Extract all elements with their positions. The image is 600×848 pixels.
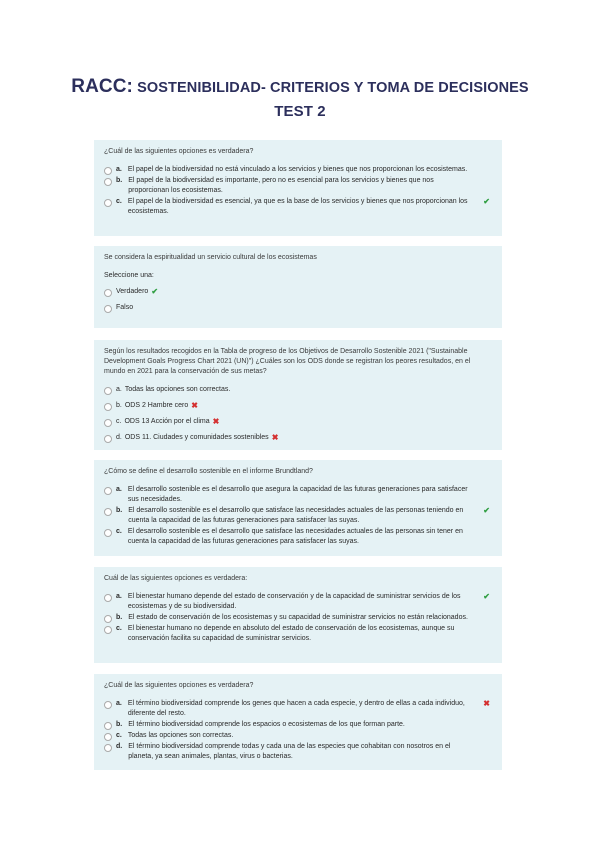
radio-button[interactable]: [104, 744, 112, 752]
option-text: El papel de la biodiversidad es importante, pero no es esencial para los servicios y bienes que nos proporcionan los ecosistemas.: [128, 177, 434, 194]
option-text: Todas las opciones son correctas.: [124, 386, 231, 393]
option-letter: b.: [116, 402, 122, 409]
radio-button[interactable]: [104, 289, 112, 297]
check-icon: ✔: [483, 592, 490, 601]
question-card-1: [94, 140, 502, 236]
option-text: El término biodiversidad comprende los genes que hacen a cada especie, y dentro de ellas a cada individuo, diferente del resto.: [127, 700, 465, 717]
title-line2: TEST 2: [274, 103, 326, 120]
option-a[interactable]: [104, 165, 492, 175]
radio-button[interactable]: [104, 167, 112, 175]
option-text: ODS 2 Hambre cero: [124, 402, 189, 409]
cross-icon: ✖: [483, 699, 490, 708]
cross-icon: ✖: [212, 417, 220, 426]
option-b[interactable]: [104, 176, 492, 196]
option-a[interactable]: [104, 485, 492, 505]
question-text: Según los resultados recogidos en la Tabla de progreso de los Objetivos de Desarrollo Sostenible 2021 ("Sustainable Development Goals Progress Chart 2021 (UN)") ¿Cuáles son los ODS donde se registran los peores resultados, en el mundo en 2021 para la conservación de sus metas?: [104, 348, 471, 375]
option-b[interactable]: [104, 720, 492, 730]
page-title: [0, 76, 600, 123]
option-b[interactable]: [104, 506, 492, 526]
option-letter: b.: [116, 507, 123, 514]
radio-button[interactable]: [104, 387, 112, 395]
option-letter: a.: [116, 593, 122, 600]
option-text: El desarrollo sostenible es el desarrollo que asegura la capacidad de las futuras generaciones para satisfacer sus necesidades.: [127, 486, 468, 503]
option-c[interactable]: [104, 527, 492, 547]
option-c[interactable]: [104, 731, 492, 741]
title-text: SOSTENIBILIDAD- CRITERIOS Y TOMA DE DECISIONES: [137, 80, 529, 96]
option-text: El papel de la biodiversidad es esencial, ya que es la base de los servicios y bienes que nos proporcionan los ecosistemas.: [127, 198, 468, 215]
option-text: El término biodiversidad comprende los espacios o ecosistemas de los que forman parte.: [128, 721, 405, 728]
brand-label: RACC:: [71, 76, 133, 97]
option-a[interactable]: [104, 385, 492, 395]
radio-button[interactable]: [104, 435, 112, 443]
select-prompt: Seleccione una:: [104, 272, 154, 279]
option-text: El estado de conservación de los ecosistemas y su capacidad de suministrar servicios no están relacionados.: [128, 614, 468, 621]
radio-button[interactable]: [104, 722, 112, 730]
radio-button[interactable]: [104, 178, 112, 186]
option-d[interactable]: [104, 433, 492, 443]
option-text: El desarrollo sostenible es el desarrollo que satisface las necesidades actuales de las personas teniendo en cuenta la capacidad de las futuras generaciones para satisfacer las suyas.: [128, 507, 464, 524]
option-letter: b.: [116, 614, 123, 621]
option-text: El bienestar humano no depende en absoluto del estado de conservación de los ecosistemas, aunque su conservación facilita su capacidad de suministrar servicios.: [127, 625, 455, 642]
question-card-2: [94, 246, 502, 328]
option-text: ODS 11. Ciudades y comunidades sostenibles: [124, 434, 269, 441]
radio-button[interactable]: [104, 508, 112, 516]
radio-button[interactable]: [104, 615, 112, 623]
option-letter: d.: [116, 743, 123, 750]
radio-button[interactable]: [104, 199, 112, 207]
option-text: El desarrollo sostenible es el desarrollo que satisface las necesidades actuales de las personas sin tener en cuenta la capacidad de las futuras generaciones para satisfacer las suyas.: [127, 528, 463, 545]
question-text: Se considera la espiritualidad un servicio cultural de los ecosistemas: [104, 254, 317, 261]
option-letter: a.: [116, 700, 122, 707]
option-text: El bienestar humano depende del estado de conservación y de la capacidad de suministrar servicios de los ecosistemas y de su biodiversidad.: [127, 593, 461, 610]
check-icon: ✔: [483, 197, 490, 206]
option-letter: c.: [116, 198, 122, 205]
option-letter: c.: [116, 625, 122, 632]
option-letter: d.: [116, 434, 122, 441]
radio-button[interactable]: [104, 419, 112, 427]
option-letter: c.: [116, 528, 122, 535]
option-letter: a.: [116, 386, 122, 393]
radio-button[interactable]: [104, 626, 112, 634]
question-text: ¿Cuál de las siguientes opciones es verdadera?: [104, 148, 254, 155]
option-d[interactable]: [104, 742, 492, 762]
cross-icon: ✖: [191, 401, 198, 410]
option-text: Todas las opciones son correctas.: [127, 732, 234, 739]
option-true[interactable]: [104, 287, 492, 297]
question-card-5: [94, 567, 502, 663]
option-c[interactable]: [104, 197, 492, 217]
cross-icon: ✖: [271, 433, 279, 442]
option-text: El papel de la biodiversidad no está vinculado a los servicios y bienes que nos proporcionan los ecosistemas.: [127, 166, 468, 173]
option-a[interactable]: [104, 592, 492, 612]
check-icon: ✔: [483, 506, 490, 515]
question-text: Cuál de las siguientes opciones es verdadera:: [104, 575, 248, 582]
radio-button[interactable]: [104, 487, 112, 495]
option-letter: a.: [116, 486, 122, 493]
option-false[interactable]: [104, 303, 492, 313]
option-letter: b.: [116, 721, 123, 728]
option-letter: c.: [116, 418, 122, 425]
option-letter: c.: [116, 732, 122, 739]
option-letter: a.: [116, 166, 122, 173]
question-card-3: [94, 340, 502, 450]
question-text: ¿Cómo se define el desarrollo sostenible en el informe Brundtland?: [104, 468, 313, 475]
option-text: ODS 13 Acción por el clima: [124, 418, 210, 425]
question-card-6: [94, 674, 502, 770]
option-a[interactable]: [104, 699, 492, 719]
radio-button[interactable]: [104, 305, 112, 313]
radio-button[interactable]: [104, 701, 112, 709]
check-icon: ✔: [151, 287, 159, 296]
question-card-4: [94, 460, 502, 556]
option-c[interactable]: [104, 624, 492, 644]
option-text: Verdadero: [116, 288, 149, 295]
radio-button[interactable]: [104, 529, 112, 537]
radio-button[interactable]: [104, 594, 112, 602]
option-text: Falso: [116, 304, 134, 311]
radio-button[interactable]: [104, 403, 112, 411]
option-c[interactable]: [104, 417, 492, 427]
question-text: ¿Cuál de las siguientes opciones es verdadera?: [104, 682, 254, 689]
option-b[interactable]: [104, 613, 492, 623]
radio-button[interactable]: [104, 733, 112, 741]
option-text: El término biodiversidad comprende todas y cada una de las especies que cohabitan con nosotros en el planeta, ya sean animales, plantas, virus o bacterias.: [128, 743, 451, 760]
option-b[interactable]: [104, 401, 492, 411]
option-letter: b.: [116, 177, 123, 184]
